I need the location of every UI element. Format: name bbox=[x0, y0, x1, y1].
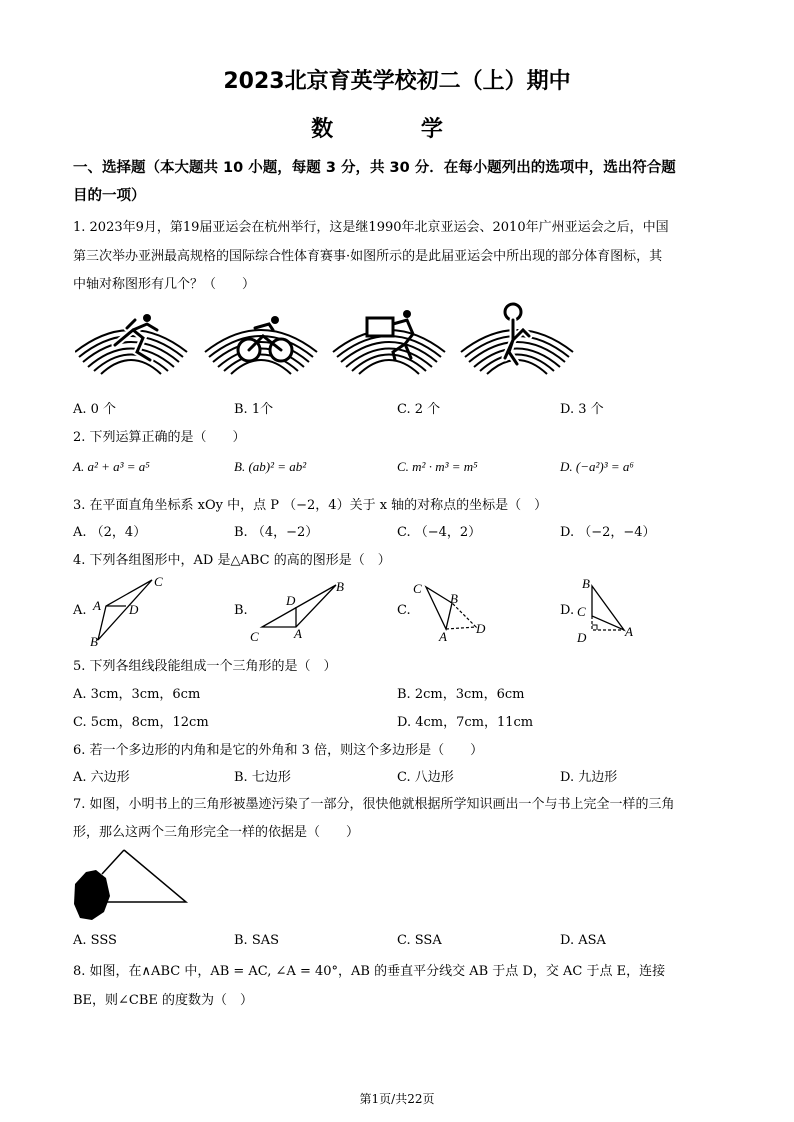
q4-option-c[interactable]: C. bbox=[397, 603, 411, 618]
fig-a-label-d: D bbox=[129, 602, 139, 617]
q4-option-b[interactable]: B. bbox=[234, 603, 248, 618]
fig-c-label-d: D bbox=[476, 621, 486, 636]
q2-stem: 2. 下列运算正确的是（ ） bbox=[73, 430, 246, 445]
fig-b-label-a: A bbox=[294, 626, 302, 641]
q5-option-a[interactable]: A. 3cm，3cm，6cm bbox=[73, 687, 201, 702]
q5-option-c[interactable]: C. 5cm，8cm，12cm bbox=[73, 715, 209, 730]
q6-option-c[interactable]: C. 八边形 bbox=[397, 770, 454, 785]
fig-d-label-c: C bbox=[577, 604, 586, 619]
q4-option-d[interactable]: D. bbox=[560, 603, 575, 618]
q1-option-c[interactable]: C. 2 个 bbox=[397, 402, 441, 417]
q6-stem: 6. 若一个多边形的内角和是它的外角和 3 倍，则这个多边形是（ ） bbox=[73, 743, 484, 758]
q3-option-b[interactable]: B. （4，−2） bbox=[234, 525, 319, 540]
boxing-icon bbox=[333, 310, 445, 374]
q3-option-c[interactable]: C. （−4，2） bbox=[397, 525, 482, 540]
fig-b-label-b: B bbox=[336, 579, 344, 594]
fig-b-label-c: C bbox=[250, 629, 259, 644]
q5-option-d[interactable]: D. 4cm，7cm，11cm bbox=[397, 715, 534, 730]
q7-option-c[interactable]: C. SSA bbox=[397, 933, 442, 948]
q7-option-d[interactable]: D. ASA bbox=[560, 933, 606, 948]
q4-figure-d bbox=[574, 572, 644, 650]
exam-title: 2023北京育英学校初二（上）期中 bbox=[223, 69, 571, 94]
q4-figure-c bbox=[410, 575, 500, 645]
q6-option-a[interactable]: A. 六边形 bbox=[73, 770, 130, 785]
q5-stem: 5. 下列各组线段能组成一个三角形的是（ ） bbox=[73, 659, 337, 674]
section-heading-cont: 目的一项） bbox=[73, 188, 146, 204]
fig-c-label-b: B bbox=[450, 591, 458, 606]
q3-option-a[interactable]: A. （2，4） bbox=[73, 525, 147, 540]
q3-option-d[interactable]: D. （−2，−4） bbox=[560, 525, 656, 540]
q1-option-a[interactable]: A. 0 个 bbox=[73, 402, 117, 417]
q7-stem-2: 形，那么这两个三角形完全一样的依据是（ ） bbox=[73, 825, 360, 840]
q7-option-a[interactable]: A. SSS bbox=[73, 933, 117, 948]
q7-option-b[interactable]: B. SAS bbox=[234, 933, 280, 948]
fig-b-label-d: D bbox=[286, 593, 296, 608]
q1-stem-2: 第三次举办亚洲最高规格的国际综合性体育赛事·如图所示的是此届亚运会中所出现的部分体育图标，其 bbox=[73, 249, 663, 264]
fig-a-label-c: C bbox=[154, 574, 163, 589]
fig-d-label-b: B bbox=[582, 576, 590, 591]
q6-option-d[interactable]: D. 九边形 bbox=[560, 770, 618, 785]
running-icon bbox=[75, 314, 187, 374]
fig-d-label-d: D bbox=[577, 630, 587, 645]
fig-a-label-a: A bbox=[93, 598, 101, 613]
page-number: 第1页/共22页 bbox=[359, 1092, 435, 1106]
q1-option-b[interactable]: B. 1个 bbox=[234, 402, 274, 417]
q6-option-b[interactable]: B. 七边形 bbox=[234, 770, 291, 785]
golf-icon bbox=[461, 304, 573, 374]
q1-stem-3: 中轴对称图形有几个？（ ） bbox=[73, 277, 256, 292]
cycling-icon bbox=[205, 316, 317, 374]
q1-icons-figure bbox=[75, 300, 635, 382]
q2-option-d[interactable]: D. (−a²)³ = a⁶ bbox=[560, 459, 634, 474]
q1-option-d[interactable]: D. 3 个 bbox=[560, 402, 604, 417]
fig-d-label-a: A bbox=[625, 624, 633, 639]
q7-ink-triangle-figure bbox=[72, 846, 194, 924]
q2-option-b[interactable]: B. (ab)² = ab² bbox=[234, 459, 307, 474]
fig-a-label-b: B bbox=[90, 634, 98, 649]
q8-stem-2: BE，则∠CBE 的度数为（ ） bbox=[73, 993, 254, 1008]
subject-title: 数 学 bbox=[311, 117, 483, 142]
q5-option-b[interactable]: B. 2cm，3cm，6cm bbox=[397, 687, 525, 702]
q3-stem: 3. 在平面直角坐标系 xOy 中，点 P （−2，4）关于 x 轴的对称点的坐标是（ ） bbox=[73, 498, 548, 513]
q8-stem: 8. 如图，在∧ABC 中，AB = AC, ∠A = 40°，AB 的垂直平分线交 AB 于点 D，交 AC 于点 E，连接 bbox=[73, 964, 666, 979]
q2-option-a[interactable]: A. a² + a³ = a⁵ bbox=[73, 459, 150, 474]
section-heading: 一、选择题（本大题共 10 小题，每题 3 分，共 30 分．在每小题列出的选项中，选出符合题 bbox=[73, 160, 676, 176]
ink-blot bbox=[74, 870, 110, 920]
q4-stem: 4. 下列各组图形中，AD 是△ABC 的高的图形是（ ） bbox=[73, 553, 391, 568]
q2-option-c[interactable]: C. m² · m³ = m⁵ bbox=[397, 459, 478, 474]
q4-figure-a bbox=[86, 572, 166, 650]
fig-c-label-a: A bbox=[439, 629, 447, 644]
q7-stem: 7. 如图，小明书上的三角形被墨迹污染了一部分，很快他就根据所学知识画出一个与书上完全一样的三角 bbox=[73, 797, 675, 812]
q1-stem: 1. 2023年9月，第19届亚运会在杭州举行，这是继1990年北京亚运会、2010年广州亚运会之后，中国 bbox=[73, 220, 669, 235]
fig-c-label-c: C bbox=[413, 581, 422, 596]
q4-option-a[interactable]: A. bbox=[73, 603, 87, 618]
q4-figure-b bbox=[248, 575, 353, 645]
